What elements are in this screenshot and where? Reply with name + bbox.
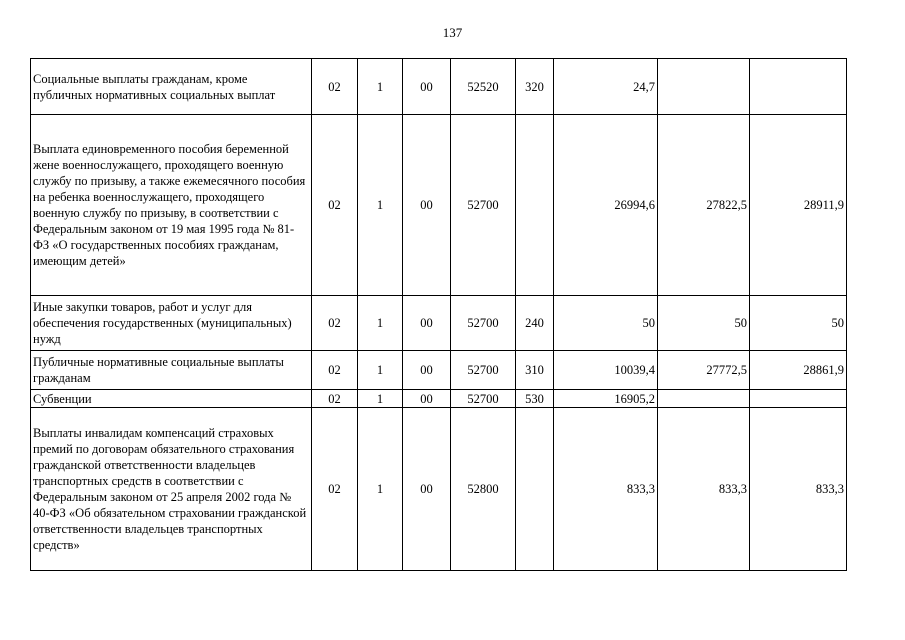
table-row xyxy=(31,408,847,571)
cell-col5: 240 xyxy=(516,296,554,351)
cell-value-1: 833,3 xyxy=(554,408,658,571)
cell-value-3: 833,3 xyxy=(750,408,847,571)
row-name: Выплаты инвалидам компенсаций страховых премий по договорам обязательного страхования гражданской ответственности владельцев транспортных средств в соответствии с Федеральным законом от 25 апреля 2002 года № 40-ФЗ «Об обязательном страховании гражданской ответственности владельцев транспортных средств» xyxy=(31,408,312,571)
cell-col4: 52700 xyxy=(451,390,516,408)
cell-col4: 52520 xyxy=(451,59,516,115)
cell-col2: 1 xyxy=(358,351,403,390)
cell-col3: 00 xyxy=(403,115,451,296)
row-name: Социальные выплаты гражданам, кроме публичных нормативных социальных выплат xyxy=(31,59,312,115)
table-row xyxy=(31,296,847,351)
cell-value-3: 50 xyxy=(750,296,847,351)
cell-col4: 52700 xyxy=(451,351,516,390)
cell-col1: 02 xyxy=(312,115,358,296)
row-name: Субвенции xyxy=(31,390,312,408)
table-row xyxy=(31,351,847,390)
cell-col2: 1 xyxy=(358,115,403,296)
cell-col1: 02 xyxy=(312,390,358,408)
cell-value-1: 10039,4 xyxy=(554,351,658,390)
cell-value-1: 24,7 xyxy=(554,59,658,115)
cell-col5: 530 xyxy=(516,390,554,408)
cell-col2: 1 xyxy=(358,59,403,115)
cell-value-2: 50 xyxy=(658,296,750,351)
cell-col3: 00 xyxy=(403,351,451,390)
cell-col3: 00 xyxy=(403,408,451,571)
row-name: Иные закупки товаров, работ и услуг для обеспечения государственных (муниципальных) нужд xyxy=(31,296,312,351)
table-row xyxy=(31,390,847,408)
cell-value-3 xyxy=(750,390,847,408)
cell-col2: 1 xyxy=(358,296,403,351)
row-name: Выплата единовременного пособия беременной жене военнослужащего, проходящего военную службу по призыву, а также ежемесячного пособия на ребенка военнослужащего, проходящего военную службу по призыву, в соответствии с Федеральным законом от 19 мая 1995 года № 81-ФЗ «О государственных пособиях гражданам, имеющим детей» xyxy=(31,115,312,296)
cell-col4: 52700 xyxy=(451,115,516,296)
cell-col5: 310 xyxy=(516,351,554,390)
cell-col5 xyxy=(516,115,554,296)
cell-col1: 02 xyxy=(312,59,358,115)
cell-col4: 52700 xyxy=(451,296,516,351)
cell-col1: 02 xyxy=(312,296,358,351)
cell-col3: 00 xyxy=(403,390,451,408)
cell-col5: 320 xyxy=(516,59,554,115)
cell-value-3: 28911,9 xyxy=(750,115,847,296)
cell-value-1: 26994,6 xyxy=(554,115,658,296)
cell-col3: 00 xyxy=(403,296,451,351)
table-row xyxy=(31,59,847,115)
cell-value-1: 50 xyxy=(554,296,658,351)
cell-value-2 xyxy=(658,390,750,408)
cell-col2: 1 xyxy=(358,390,403,408)
cell-value-2: 27772,5 xyxy=(658,351,750,390)
table-row xyxy=(31,115,847,296)
cell-value-3 xyxy=(750,59,847,115)
page-number: 137 xyxy=(442,25,463,40)
cell-col3: 00 xyxy=(403,59,451,115)
cell-value-2: 833,3 xyxy=(658,408,750,571)
cell-col1: 02 xyxy=(312,408,358,571)
cell-col4: 52800 xyxy=(451,408,516,571)
cell-value-1: 16905,2 xyxy=(554,390,658,408)
budget-table xyxy=(30,58,847,571)
cell-value-2 xyxy=(658,59,750,115)
cell-col2: 1 xyxy=(358,408,403,571)
cell-col5 xyxy=(516,408,554,571)
cell-value-3: 28861,9 xyxy=(750,351,847,390)
cell-value-2: 27822,5 xyxy=(658,115,750,296)
cell-col1: 02 xyxy=(312,351,358,390)
row-name: Публичные нормативные социальные выплаты гражданам xyxy=(31,351,312,390)
